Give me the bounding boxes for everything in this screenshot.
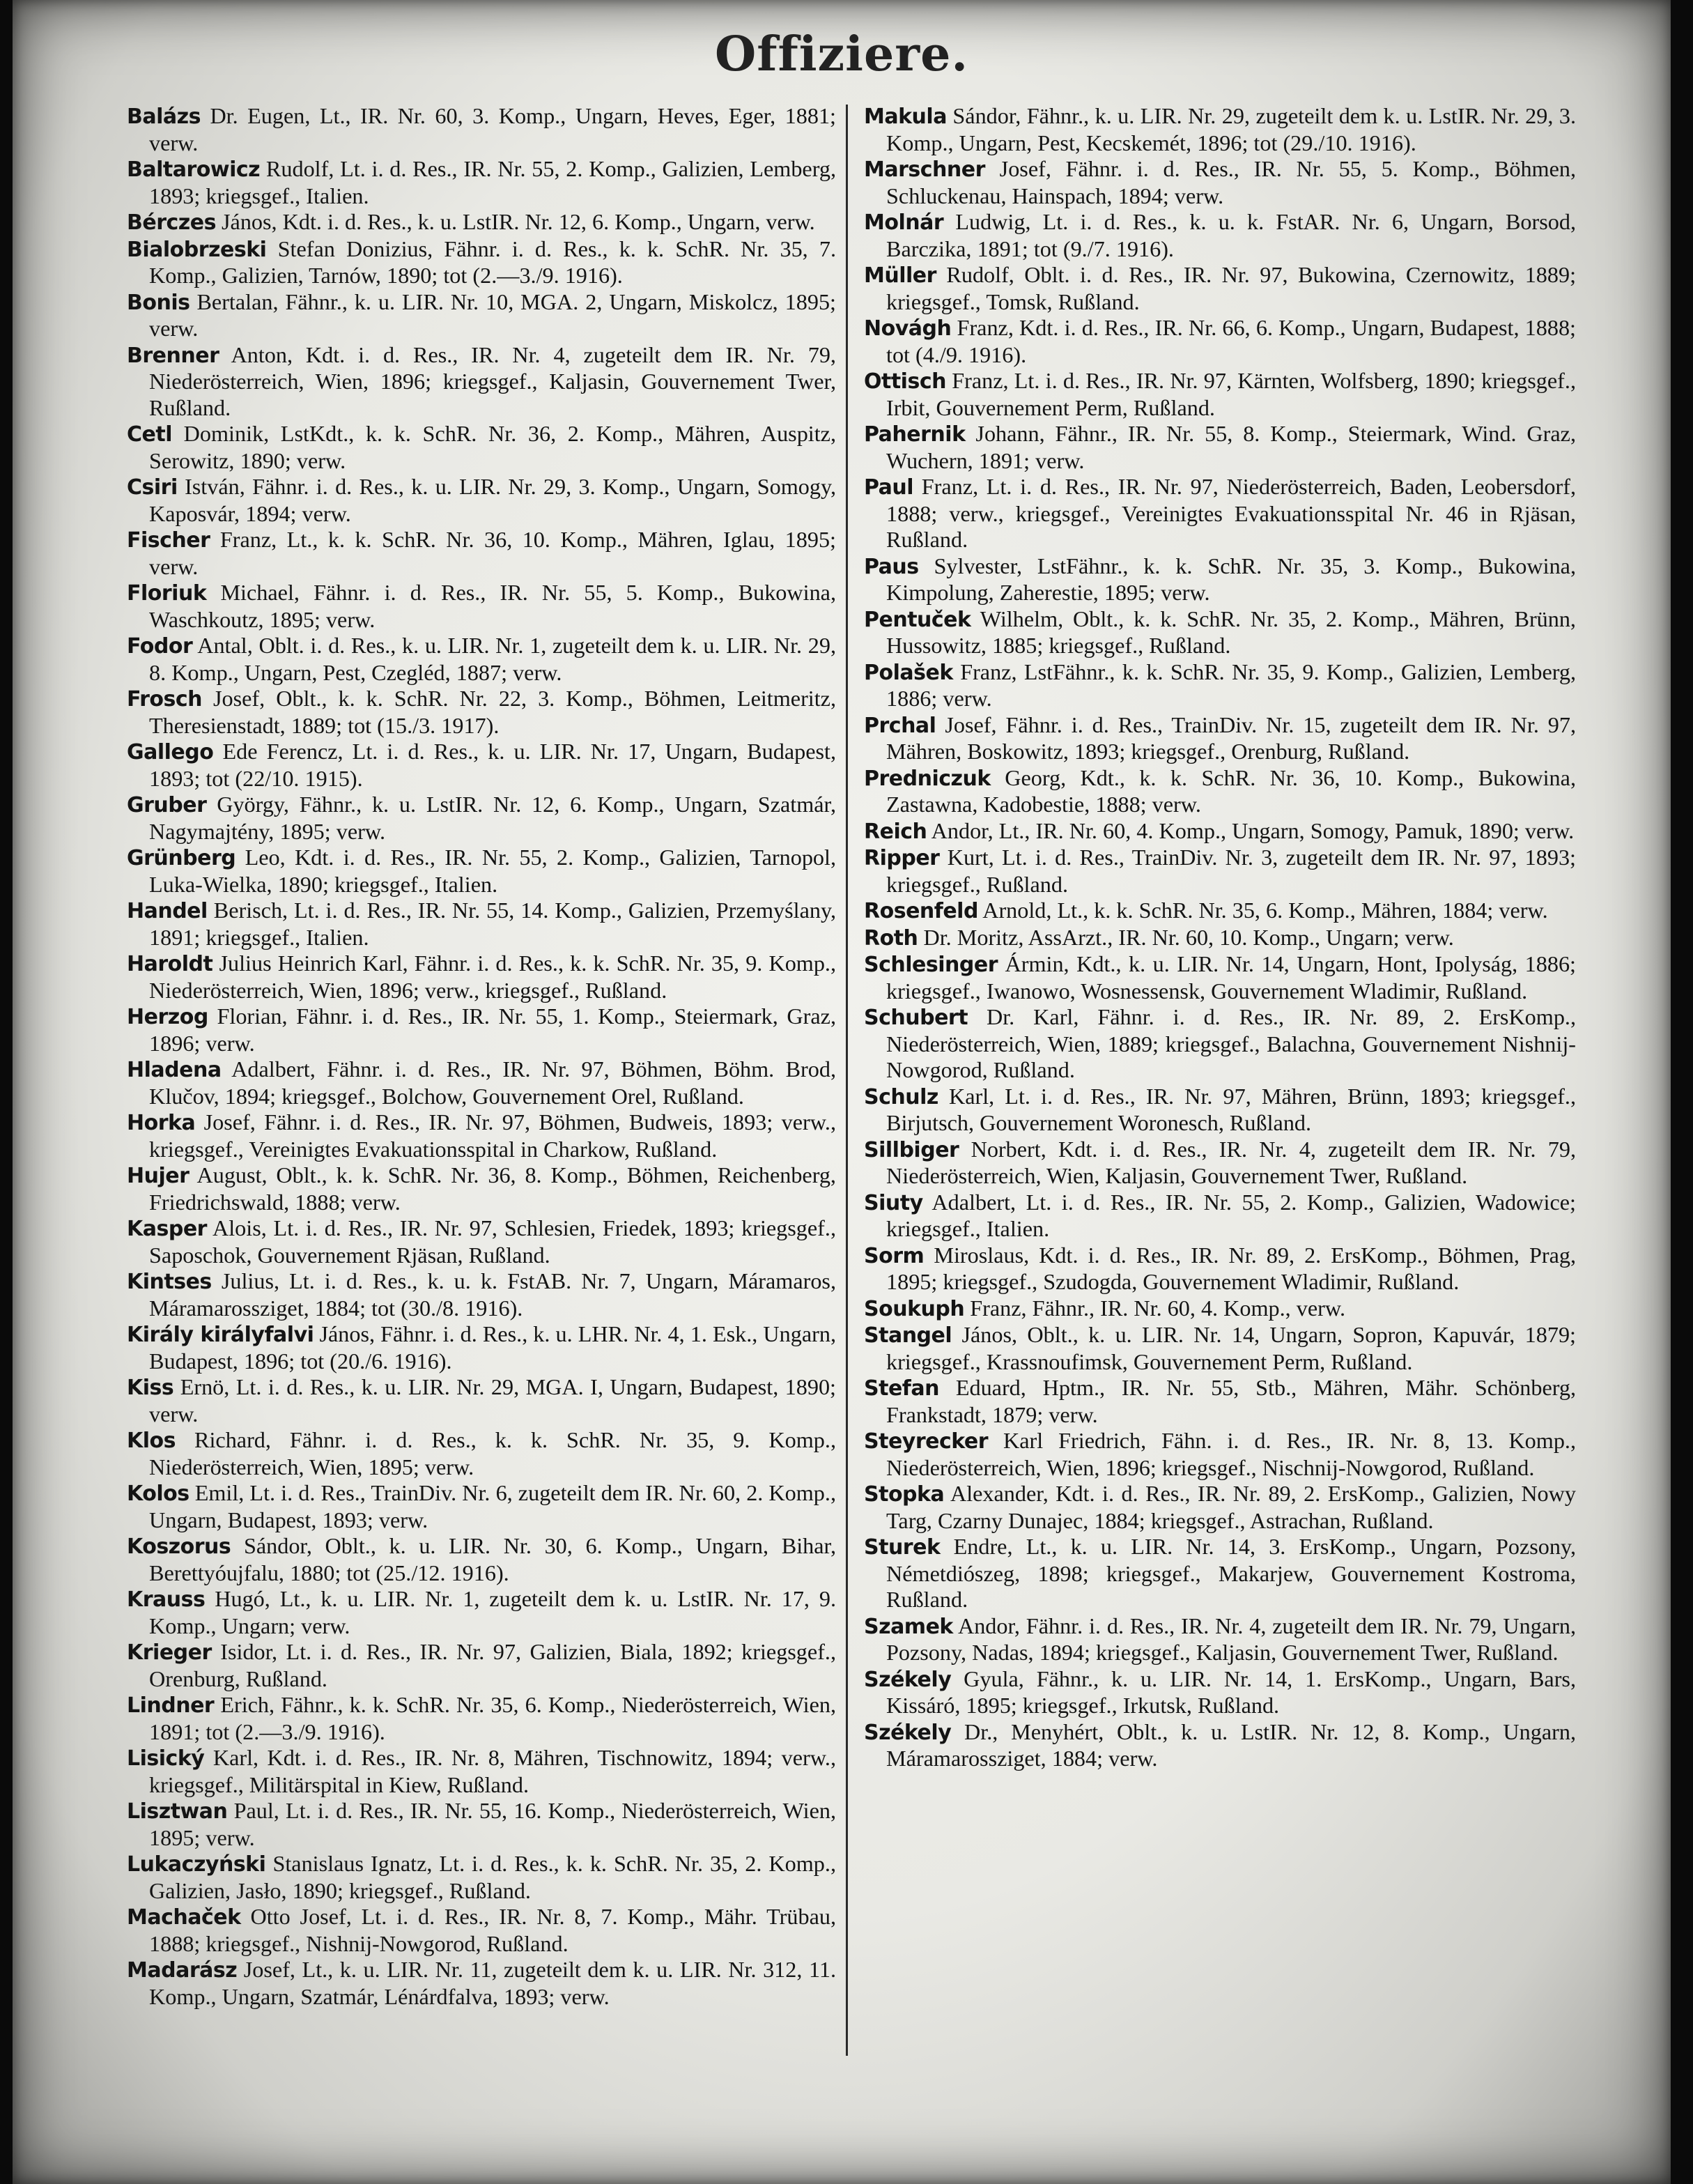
entry-surname: Lindner <box>127 1693 215 1718</box>
list-item <box>864 1295 1576 1323</box>
list-item <box>127 1268 836 1321</box>
entry-details: Adalbert, Fähnr. i. d. Res., IR. Nr. 97, Böhmen, Böhm. Brod, Klučov, 1894; kriegsgef., Bolchow, Gouvernement Orel, Rußland. <box>149 1056 836 1109</box>
list-item <box>864 368 1576 421</box>
list-item <box>127 1745 836 1798</box>
entry-details: August, Oblt., k. k. SchR. Nr. 36, 8. Komp., Böhmen, Reichenberg, Friedrichswald, 1888; verw. <box>149 1162 836 1215</box>
entry-details: Richard, Fähnr. i. d. Res., k. k. SchR. Nr. 35, 9. Komp., Niederösterreich, Wien, 1895; verw. <box>149 1427 836 1479</box>
list-item <box>127 1586 836 1639</box>
list-item <box>127 474 836 527</box>
entry-surname: Sillbiger <box>864 1137 959 1162</box>
list-item <box>127 156 836 209</box>
entry-details: János, Fähnr. i. d. Res., k. u. LHR. Nr. 4, 1. Esk., Ungarn, Budapest, 1896; tot (20./6. 1916). <box>149 1321 836 1374</box>
list-item <box>127 1692 836 1745</box>
entry-details: Otto Josef, Lt. i. d. Res., IR. Nr. 8, 7. Komp., Mähr. Trübau, 1888; kriegsgef., Nishnij-Nowgorod, Rußland. <box>149 1904 836 1956</box>
list-item <box>127 1480 836 1533</box>
entry-surname: Müller <box>864 263 936 288</box>
list-item <box>864 1084 1576 1137</box>
entry-surname: Marschner <box>864 157 985 182</box>
list-item <box>127 1957 836 2010</box>
list-item <box>127 1798 836 1851</box>
entry-details: Dr. Eugen, Lt., IR. Nr. 60, 3. Komp., Ungarn, Heves, Eger, 1881; verw. <box>149 103 836 155</box>
entry-surname: Sorm <box>864 1243 925 1268</box>
list-item <box>864 553 1576 606</box>
entry-details: Antal, Oblt. i. d. Res., k. u. LIR. Nr. 1, zugeteilt dem k. u. LIR. Nr. 29, 8. Komp., Ungarn, Pest, Czegléd, 1887; verw. <box>149 633 836 685</box>
entry-details: Julius Heinrich Karl, Fähnr. i. d. Res., k. k. SchR. Nr. 35, 9. Komp., Niederösterreich, Wien, 1896; verw., kriegsgef., Rußland. <box>149 951 836 1003</box>
entry-surname: Prchal <box>864 713 936 738</box>
entry-details: Rudolf, Oblt. i. d. Res., IR. Nr. 97, Bukowina, Czernowitz, 1889; kriegsgef., Tomsk, Rußland. <box>886 262 1576 314</box>
entry-surname: Klos <box>127 1429 176 1453</box>
entry-surname: Paus <box>864 554 919 579</box>
list-item <box>127 236 836 289</box>
list-item <box>864 659 1576 712</box>
entry-details: János, Kdt. i. d. Res., k. u. LstIR. Nr. 12, 6. Komp., Ungarn, verw. <box>222 209 815 234</box>
entry-surname: Bérczes <box>127 210 216 235</box>
list-item <box>127 580 836 633</box>
entry-details: Stanislaus Ignatz, Lt. i. d. Res., k. k. SchR. Nr. 35, 2. Komp., Galizien, Jasło, 1890; kriegsgef., Rußland. <box>149 1851 836 1903</box>
list-item <box>127 1056 836 1109</box>
entry-details: Dominik, LstKdt., k. k. SchR. Nr. 36, 2. Komp., Mähren, Auspitz, Serowitz, 1890; verw. <box>149 421 836 473</box>
entry-details: Dr. Karl, Fähnr. i. d. Res., IR. Nr. 89, 2. ErsKomp., Niederösterreich, Wien, 1889; kriegsgef., Balachna, Gouvernement Nishnij-Nowgorod, Rußland. <box>886 1004 1576 1082</box>
entry-details: Johann, Fähnr., IR. Nr. 55, 8. Komp., Steiermark, Wind. Graz, Wuchern, 1891; verw. <box>886 421 1576 473</box>
list-item <box>864 1137 1576 1190</box>
page-title: Offiziere. <box>714 26 969 82</box>
entry-surname: Grünberg <box>127 846 236 870</box>
list-item <box>127 739 836 792</box>
entry-details: Hugó, Lt., k. u. LIR. Nr. 1, zugeteilt dem k. u. LstIR. Nr. 17, 9. Komp., Ungarn; verw. <box>149 1586 836 1638</box>
entry-surname: Sturek <box>864 1535 941 1560</box>
entry-details: Sándor, Fähnr., k. u. LIR. Nr. 29, zugeteilt dem k. u. LstIR. Nr. 29, 3. Komp., Ungarn, Pest, Kecskemét, 1896; tot (29./10. 1916). <box>886 103 1576 155</box>
list-item <box>127 1374 836 1427</box>
entry-details: Miroslaus, Kdt. i. d. Res., IR. Nr. 89, 2. ErsKomp., Böhmen, Prag, 1895; kriegsgef., Szudogda, Gouvernement Wladimir, Rußland. <box>886 1242 1576 1294</box>
entry-surname: Machaček <box>127 1905 241 1930</box>
list-item <box>864 262 1576 315</box>
entry-details: Gyula, Fähnr., k. u. LIR. Nr. 14, 1. ErsKomp., Ungarn, Bars, Kissáró, 1895; kriegsgef., Irkutsk, Rußland. <box>886 1666 1576 1718</box>
entry-details: János, Oblt., k. u. LIR. Nr. 14, Ungarn, Sopron, Kapuvár, 1879; kriegsgef., Krassnoufimsk, Gouvernement Perm, Rußland. <box>886 1322 1576 1374</box>
entry-details: Bertalan, Fähnr., k. u. LIR. Nr. 10, MGA. 2, Ungarn, Miskolcz, 1895; verw. <box>149 289 836 341</box>
entry-details: Karl, Lt. i. d. Res., IR. Nr. 97, Mähren, Brünn, 1893; kriegsgef., Birjutsch, Gouvernement Woronesch, Rußland. <box>886 1083 1576 1135</box>
list-item <box>864 1004 1576 1084</box>
entry-details: Julius, Lt. i. d. Res., k. u. k. FstAB. Nr. 7, Ungarn, Máramaros, Máramarossziget, 1884; tot (30./8. 1916). <box>149 1268 836 1321</box>
list-item <box>864 209 1576 262</box>
list-item <box>127 103 836 156</box>
entry-surname: Roth <box>864 925 918 951</box>
list-item <box>864 1666 1576 1719</box>
list-item <box>127 1851 836 1904</box>
list-item <box>864 606 1576 659</box>
entry-details: Karl, Kdt. i. d. Res., IR. Nr. 8, Mähren, Tischnowitz, 1894; verw., kriegsgef., Militärspital in Kiew, Rußland. <box>149 1745 836 1797</box>
entry-surname: Fischer <box>127 528 210 553</box>
entry-surname: Schubert <box>864 1006 968 1030</box>
entry-surname: Baltarowicz <box>127 157 261 182</box>
entry-surname: Steyrecker <box>864 1429 989 1454</box>
list-item <box>127 421 836 474</box>
list-item <box>127 209 836 236</box>
entry-details: Michael, Fähnr. i. d. Res., IR. Nr. 55, 5. Komp., Bukowina, Waschkoutz, 1895; verw. <box>149 580 836 632</box>
entry-surname: Ripper <box>864 846 940 870</box>
entry-details: Sylvester, LstFähnr., k. k. SchR. Nr. 35, 3. Komp., Bukowina, Kimpolung, Zaherestie, 1895; verw. <box>886 553 1576 605</box>
entry-details: Alexander, Kdt. i. d. Res., IR. Nr. 89, 2. ErsKomp., Galizien, Nowy Targ, Czarny Dunajec, 1884; kriegsgef., Astrachan, Rußland. <box>886 1481 1576 1533</box>
entry-surname: Schulz <box>864 1084 938 1109</box>
entry-details: Franz, Fähnr., IR. Nr. 60, 4. Komp., verw. <box>970 1295 1346 1321</box>
list-item <box>864 1428 1576 1481</box>
entry-surname: Paul <box>864 475 914 500</box>
list-item <box>864 315 1576 368</box>
entry-surname: Molnár <box>864 210 944 235</box>
entry-details: Adalbert, Lt. i. d. Res., IR. Nr. 55, 2. Komp., Galizien, Wadowice; kriegsgef., Italien. <box>886 1189 1576 1241</box>
entry-surname: Polašek <box>864 660 953 685</box>
list-item <box>127 289 836 342</box>
list-item <box>127 845 836 898</box>
list-item <box>864 421 1576 474</box>
entry-details: György, Fähnr., k. u. LstIR. Nr. 12, 6. Komp., Ungarn, Szatmár, Nagymajtény, 1895; verw. <box>149 792 836 844</box>
list-item <box>864 1190 1576 1243</box>
entry-surname: Gruber <box>127 793 207 817</box>
list-item <box>864 1243 1576 1295</box>
entry-surname: Makula <box>864 105 947 129</box>
entry-surname: Brenner <box>127 343 219 368</box>
entry-details: Kurt, Lt. i. d. Res., TrainDiv. Nr. 3, zugeteilt dem IR. Nr. 97, 1893; kriegsgef., Rußland. <box>886 845 1576 897</box>
entry-details: Ármin, Kdt., k. u. LIR. Nr. 14, Ungarn, Hont, Ipolyság, 1886; kriegsgef., Iwanowo, Wosnessensk, Gouvernement Wladimir, Rußland. <box>886 951 1576 1003</box>
right-column <box>864 103 1576 1772</box>
list-item <box>127 1639 836 1692</box>
list-item <box>127 527 836 580</box>
entry-details: Dr. Moritz, AssArzt., IR. Nr. 60, 10. Komp., Ungarn; verw. <box>923 924 1454 950</box>
entry-surname: Kasper <box>127 1217 207 1241</box>
list-item <box>127 633 836 686</box>
list-item <box>864 951 1576 1004</box>
list-item <box>127 1427 836 1480</box>
entry-surname: Soukuph <box>864 1296 965 1321</box>
entry-surname: Reich <box>864 819 927 844</box>
entry-surname: Szamek <box>864 1614 953 1639</box>
entry-details: Franz, LstFähnr., k. k. SchR. Nr. 35, 9. Komp., Galizien, Lemberg, 1886; verw. <box>886 659 1576 711</box>
entry-details: Arnold, Lt., k. k. SchR. Nr. 35, 6. Komp., Mähren, 1884; verw. <box>982 898 1548 923</box>
list-item <box>127 686 836 739</box>
entry-surname: Balázs <box>127 105 201 129</box>
entry-surname: Bonis <box>127 290 190 315</box>
entry-details: Dr., Menyhért, Oblt., k. u. LstIR. Nr. 12, 8. Komp., Ungarn, Máramarossziget, 1884; verw. <box>886 1718 1576 1771</box>
entry-details: Florian, Fähnr. i. d. Res., IR. Nr. 55, 1. Komp., Steiermark, Graz, 1896; verw. <box>149 1003 836 1056</box>
list-item <box>127 1904 836 1957</box>
list-item <box>864 1481 1576 1534</box>
entry-surname: Haroldt <box>127 952 213 976</box>
list-item <box>864 1613 1576 1666</box>
entry-details: Franz, Lt. i. d. Res., IR. Nr. 97, Niederösterreich, Baden, Leobersdorf, 1888; verw., kriegsgef., Vereinigtes Evakuationsspital Nr. 46 in Rjäsan, Rußland. <box>886 474 1576 552</box>
entry-details: Sándor, Oblt., k. u. LIR. Nr. 30, 6. Komp., Ungarn, Bihar, Berettyóujfalu, 1880; tot (25./12. 1916). <box>149 1533 836 1585</box>
entry-details: Erich, Fähnr., k. k. SchR. Nr. 35, 6. Komp., Niederösterreich, Wien, 1891; tot (2.—3./9. 1916). <box>149 1692 836 1744</box>
entry-details: Franz, Lt. i. d. Res., IR. Nr. 97, Kärnten, Wolfsberg, 1890; kriegsgef., Irbit, Gouvernement Perm, Rußland. <box>886 368 1576 420</box>
entry-details: Eduard, Hptm., IR. Nr. 55, Stb., Mähren, Mähr. Schönberg, Frankstadt, 1879; verw. <box>886 1375 1576 1427</box>
entry-surname: Király királyfalvi <box>127 1323 314 1347</box>
entry-surname: Handel <box>127 899 208 923</box>
list-item <box>864 1322 1576 1375</box>
list-item <box>127 792 836 845</box>
list-item <box>127 1003 836 1056</box>
list-item <box>864 103 1576 156</box>
entry-surname: Székely <box>864 1720 952 1745</box>
entry-surname: Pahernik <box>864 422 966 447</box>
list-item <box>864 1534 1576 1613</box>
entry-surname: Lisztwan <box>127 1799 228 1824</box>
entry-details: Rudolf, Lt. i. d. Res., IR. Nr. 55, 2. Komp., Galizien, Lemberg, 1893; kriegsgef., Italien. <box>149 156 836 208</box>
entry-surname: Lisický <box>127 1746 205 1771</box>
entry-details: Franz, Lt., k. k. SchR. Nr. 36, 10. Komp., Mähren, Iglau, 1895; verw. <box>149 527 836 579</box>
entry-surname: Bialobrzeski <box>127 237 267 262</box>
entry-details: Berisch, Lt. i. d. Res., IR. Nr. 55, 14. Komp., Galizien, Przemyślany, 1891; kriegsgef., Italien. <box>149 898 836 950</box>
entry-surname: Kolos <box>127 1482 190 1506</box>
entry-surname: Ottisch <box>864 369 946 394</box>
entry-surname: Krauss <box>127 1587 206 1612</box>
list-item <box>127 898 836 951</box>
entry-surname: Lukaczyński <box>127 1852 266 1877</box>
entry-surname: Stefan <box>864 1376 939 1401</box>
entry-surname: Fodor <box>127 634 193 659</box>
list-item <box>127 1109 836 1162</box>
list-item <box>864 845 1576 898</box>
list-item <box>864 1719 1576 1772</box>
entry-details: Georg, Kdt., k. k. SchR. Nr. 36, 10. Komp., Bukowina, Zastawna, Kadobestie, 1888; verw. <box>886 764 1576 817</box>
list-item <box>864 1375 1576 1428</box>
entry-details: Franz, Kdt. i. d. Res., IR. Nr. 66, 6. Komp., Ungarn, Budapest, 1888; tot (4./9. 1916). <box>886 315 1576 367</box>
entry-details: Endre, Lt., k. u. LIR. Nr. 14, 3. ErsKomp., Ungarn, Pozsony, Németdiószeg, 1898; kriegsgef., Makarjew, Gouvernement Kostroma, Rußland. <box>886 1534 1576 1612</box>
entry-details: Norbert, Kdt. i. d. Res., IR. Nr. 4, zugeteilt dem IR. Nr. 79, Niederösterreich, Wien, Kaljasin, Gouvernement Twer, Rußland. <box>886 1136 1576 1188</box>
left-column <box>127 103 836 2010</box>
entry-details: István, Fähnr. i. d. Res., k. u. LIR. Nr. 29, 3. Komp., Ungarn, Somogy, Kaposvár, 1894; verw. <box>149 474 836 526</box>
entry-details: Isidor, Lt. i. d. Res., IR. Nr. 97, Galizien, Biala, 1892; kriegsgef., Orenburg, Rußland. <box>149 1639 836 1691</box>
entry-surname: Csiri <box>127 475 178 500</box>
entry-surname: Predniczuk <box>864 766 991 791</box>
entry-surname: Novágh <box>864 316 952 341</box>
list-item <box>127 1321 836 1374</box>
entry-surname: Schlesinger <box>864 953 998 977</box>
entry-surname: Frosch <box>127 687 202 712</box>
entry-details: Josef, Fähnr. i. d. Res., TrainDiv. Nr. 15, zugeteilt dem IR. Nr. 97, Mähren, Boskowitz, 1893; kriegsgef., Orenburg, Rußland. <box>886 712 1576 764</box>
entry-surname: Hladena <box>127 1058 222 1082</box>
list-item <box>864 925 1576 952</box>
entry-surname: Siuty <box>864 1190 923 1215</box>
entry-surname: Gallego <box>127 740 214 764</box>
entry-surname: Kintses <box>127 1270 212 1294</box>
entry-details: Andor, Fähnr. i. d. Res., IR. Nr. 4, zugeteilt dem IR. Nr. 79, Ungarn, Pozsony, Nadas, 1894; kriegsgef., Kaljasin, Gouvernement Twer, Rußland. <box>886 1613 1576 1665</box>
entry-surname: Székely <box>864 1667 952 1692</box>
list-item <box>864 818 1576 845</box>
entry-details: Wilhelm, Oblt., k. k. SchR. Nr. 35, 2. Komp., Mähren, Brünn, Hussowitz, 1885; kriegsgef., Rußland. <box>886 606 1576 658</box>
entry-details: Andor, Lt., IR. Nr. 60, 4. Komp., Ungarn, Somogy, Pamuk, 1890; verw. <box>931 817 1575 843</box>
entry-details: Anton, Kdt. i. d. Res., IR. Nr. 4, zugeteilt dem IR. Nr. 79, Niederösterreich, Wien, 1896; kriegsgef., Kaljasin, Gouvernement Twer, Rußland. <box>149 341 836 420</box>
entry-surname: Hujer <box>127 1164 190 1188</box>
entry-surname: Rosenfeld <box>864 899 978 923</box>
entry-surname: Stopka <box>864 1482 945 1507</box>
entry-surname: Madarász <box>127 1958 238 1983</box>
list-item <box>127 342 836 422</box>
entry-details: Alois, Lt. i. d. Res., IR. Nr. 97, Schlesien, Friedek, 1893; kriegsgef., Saposchok, Gouvernement Rjäsan, Rußland. <box>149 1215 836 1268</box>
list-item <box>864 474 1576 553</box>
list-item <box>127 951 836 1003</box>
entry-surname: Floriuk <box>127 581 207 606</box>
document-page <box>13 0 1671 2184</box>
entry-surname: Koszorus <box>127 1535 231 1559</box>
list-item <box>864 765 1576 818</box>
entry-surname: Krieger <box>127 1640 212 1665</box>
entry-surname: Pentuček <box>864 607 971 632</box>
entry-details: Josef, Oblt., k. k. SchR. Nr. 22, 3. Komp., Böhmen, Leitmeritz, Theresienstadt, 1889; tot (15./3. 1917). <box>149 686 836 738</box>
entry-details: Josef, Fähnr. i. d. Res., IR. Nr. 55, 5. Komp., Böhmen, Schluckenau, Hainspach, 1894; verw. <box>886 156 1576 208</box>
entry-surname: Kiss <box>127 1376 174 1400</box>
entry-surname: Cetl <box>127 422 172 447</box>
entry-details: Ernö, Lt. i. d. Res., k. u. LIR. Nr. 29, MGA. I, Ungarn, Budapest, 1890; verw. <box>149 1374 836 1426</box>
entry-details: Paul, Lt. i. d. Res., IR. Nr. 55, 16. Komp., Niederösterreich, Wien, 1895; verw. <box>149 1798 836 1850</box>
entry-details: Stefan Donizius, Fähnr. i. d. Res., k. k. SchR. Nr. 35, 7. Komp., Galizien, Tarnów, 1890; tot (2.—3./9. 1916). <box>149 236 836 288</box>
entry-details: Ludwig, Lt. i. d. Res., k. u. k. FstAR. Nr. 6, Ungarn, Borsod, Barczika, 1891; tot (9./7. 1916). <box>886 209 1576 261</box>
list-item <box>864 156 1576 209</box>
list-item <box>127 1215 836 1268</box>
list-item <box>864 898 1576 925</box>
entry-surname: Stangel <box>864 1323 952 1348</box>
entry-details: Josef, Lt., k. u. LIR. Nr. 11, zugeteilt dem k. u. LIR. Nr. 312, 11. Komp., Ungarn, Szatmár, Lénárdfalva, 1893; verw. <box>149 1957 836 2009</box>
column-divider <box>846 105 848 2056</box>
entry-details: Josef, Fähnr. i. d. Res., IR. Nr. 97, Böhmen, Budweis, 1893; verw., kriegsgef., Vereinigtes Evakuationsspital in Charkow, Rußland. <box>149 1109 836 1162</box>
entry-details: Emil, Lt. i. d. Res., TrainDiv. Nr. 6, zugeteilt dem IR. Nr. 60, 2. Komp., Ungarn, Budapest, 1893; verw. <box>149 1480 836 1532</box>
entry-surname: Horka <box>127 1111 196 1135</box>
entry-details: Leo, Kdt. i. d. Res., IR. Nr. 55, 2. Komp., Galizien, Tarnopol, Luka-Wielka, 1890; kriegsgef., Italien. <box>149 845 836 897</box>
list-item <box>127 1162 836 1215</box>
entry-details: Ede Ferencz, Lt. i. d. Res., k. u. LIR. Nr. 17, Ungarn, Budapest, 1893; tot (22/10. 1915). <box>149 739 836 791</box>
entry-surname: Herzog <box>127 1005 208 1029</box>
list-item <box>864 712 1576 765</box>
list-item <box>127 1533 836 1586</box>
entry-details: Karl Friedrich, Fähn. i. d. Res., IR. Nr. 8, 13. Komp., Niederösterreich, Wien, 1896; kriegsgef., Nischnij-Nowgorod, Rußland. <box>886 1428 1576 1480</box>
